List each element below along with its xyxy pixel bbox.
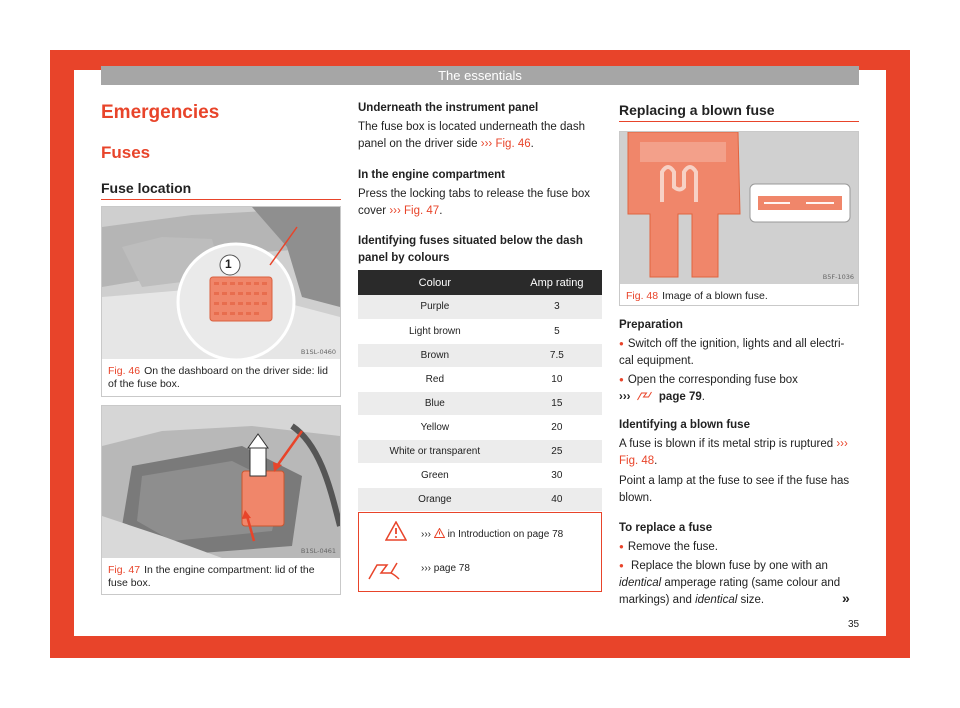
table-row (358, 343, 602, 367)
caption-text: In the engine compartment: lid of the fuse box. (108, 564, 315, 589)
colour-cell: Light brown (358, 319, 512, 343)
ref-arrow: ››› (836, 438, 848, 450)
table-row (358, 439, 602, 463)
section-header: The essentials (101, 66, 859, 85)
dashboard-illustration (102, 207, 340, 359)
amp-cell: 25 (512, 439, 602, 463)
colour-cell: Red (358, 367, 512, 391)
warning-triangle-icon (385, 521, 407, 541)
figure-48 (619, 131, 859, 306)
engine-fuse-image (102, 406, 340, 558)
identify-body: A fuse is blown if its metal strip is ruptured (619, 438, 834, 450)
colour-column-header: Colour (358, 270, 512, 295)
table-body (358, 295, 602, 511)
prep-step-2: ● Open the corresponding fuse box (619, 372, 859, 389)
engine-body: Press the locking tabs to release the fuse box cover (358, 188, 591, 217)
callout-number: 1 (225, 257, 232, 271)
figure-caption (626, 290, 854, 303)
warning-reference[interactable] (421, 528, 563, 540)
heading-rule (619, 121, 859, 122)
preparation-heading: Preparation (619, 319, 683, 331)
figure-47 (101, 405, 341, 595)
figure-label: Fig. 47 (108, 564, 141, 576)
environment-icon (367, 559, 401, 581)
prep-reference[interactable]: ››› page 79. (619, 391, 705, 403)
warning-small-icon (434, 528, 445, 538)
replacing-heading: Replacing a blown fuse (619, 102, 775, 118)
colour-cell: Green (358, 463, 512, 487)
fig-46-link[interactable]: Fig. 46 (495, 138, 531, 150)
identify-blown-text: A fuse is blown if its metal strip is ruptured ››› Fig. 48. (619, 438, 848, 467)
colour-cell: White or transparent (358, 439, 512, 463)
caption-text: Image of a blown fuse. (662, 290, 768, 302)
replace-step-1: ● Remove the fuse. (619, 539, 859, 556)
amp-cell: 10 (512, 367, 602, 391)
fig-48-link[interactable]: Fig. 48 (619, 455, 655, 467)
environment-icon (634, 390, 656, 401)
amp-cell: 30 (512, 463, 602, 487)
amp-cell: 5 (512, 319, 602, 343)
table-header-row (358, 270, 602, 295)
step-text: Replace the blown fuse by one with an (631, 560, 828, 572)
ref-arrow: ››› (619, 391, 631, 403)
amp-cell: 7.5 (512, 343, 602, 367)
table-row (358, 463, 602, 487)
notice-box (358, 512, 602, 592)
amp-cell: 40 (512, 487, 602, 511)
info-reference[interactable]: ››› page 78 (421, 563, 470, 574)
colour-cell: Orange (358, 487, 512, 511)
section-title: Fuses (101, 143, 151, 162)
amp-cell: 3 (512, 295, 602, 319)
figure-46 (101, 206, 341, 397)
figure-code: B5F-1036 (822, 273, 854, 281)
heading-rule (101, 199, 341, 200)
figure-code: B1SL-0460 (300, 348, 336, 356)
emphasis: identical (619, 577, 662, 589)
figure-label: Fig. 48 (626, 290, 659, 302)
page-number: 35 (848, 619, 860, 630)
dashboard-fuse-image (102, 207, 340, 359)
colour-cell: Brown (358, 343, 512, 367)
table-row (358, 487, 602, 511)
blown-fuse-illustration (620, 132, 858, 284)
fig-47-link[interactable]: Fig. 47 (404, 205, 440, 217)
colour-cell: Purple (358, 295, 512, 319)
ref-arrow: ››› (389, 205, 401, 217)
figure-caption (108, 365, 336, 391)
replace-step-2 (619, 558, 859, 609)
ref-arrow: ››› (421, 529, 431, 540)
table-row (358, 391, 602, 415)
figure-label: Fig. 46 (108, 365, 141, 377)
replace-heading: To replace a fuse (619, 522, 713, 534)
figure-caption (108, 564, 336, 590)
amp-cell: 20 (512, 415, 602, 439)
ref-arrow: ››› (480, 138, 493, 150)
amp-cell: 15 (512, 391, 602, 415)
table-row (358, 415, 602, 439)
colour-cell: Yellow (358, 415, 512, 439)
identify-colours-heading: Identifying fuses situated below the dash panel by colours (358, 235, 583, 264)
table-row (358, 367, 602, 391)
subsection-title: Fuse location (101, 180, 192, 196)
colour-cell: Blue (358, 391, 512, 415)
caption-text: On the dashboard on the driver side: lid of the fuse box. (108, 365, 328, 390)
under-panel-text: The fuse box is located underneath the dash panel on the driver side ››› Fig. 46. (358, 121, 585, 150)
chapter-title: Emergencies (101, 102, 220, 123)
engine-text: Press the locking tabs to release the fuse box cover ››› Fig. 47. (358, 188, 591, 217)
lamp-text: Point a lamp at the fuse to see if the fuse has blown. (619, 475, 850, 504)
emphasis: identical (695, 594, 738, 606)
engine-heading: In the engine compartment (358, 169, 505, 181)
fuse-colour-table (358, 270, 602, 512)
blown-fuse-image (620, 132, 858, 284)
amp-column-header: Amp rating (512, 270, 602, 295)
page-79-link[interactable]: page 79 (658, 391, 702, 403)
step-text: size. (740, 594, 765, 606)
engine-illustration (102, 406, 340, 558)
under-panel-heading: Underneath the instrument panel (358, 102, 539, 114)
warning-ref-text: in Introduction on page 78 (447, 529, 564, 540)
figure-code: B1SL-0461 (300, 547, 336, 555)
table-row (358, 295, 602, 319)
under-panel-body: The fuse box is located underneath the dash panel on the driver side (358, 121, 585, 150)
prep-step-1: ● Switch off the ignition, lights and all electri-cal equipment. (619, 336, 859, 370)
step-text: amperage rating (same colour and markings) and (619, 577, 841, 606)
continue-mark: » (842, 590, 850, 606)
identify-blown-heading: Identifying a blown fuse (619, 419, 750, 431)
table-row (358, 319, 602, 343)
